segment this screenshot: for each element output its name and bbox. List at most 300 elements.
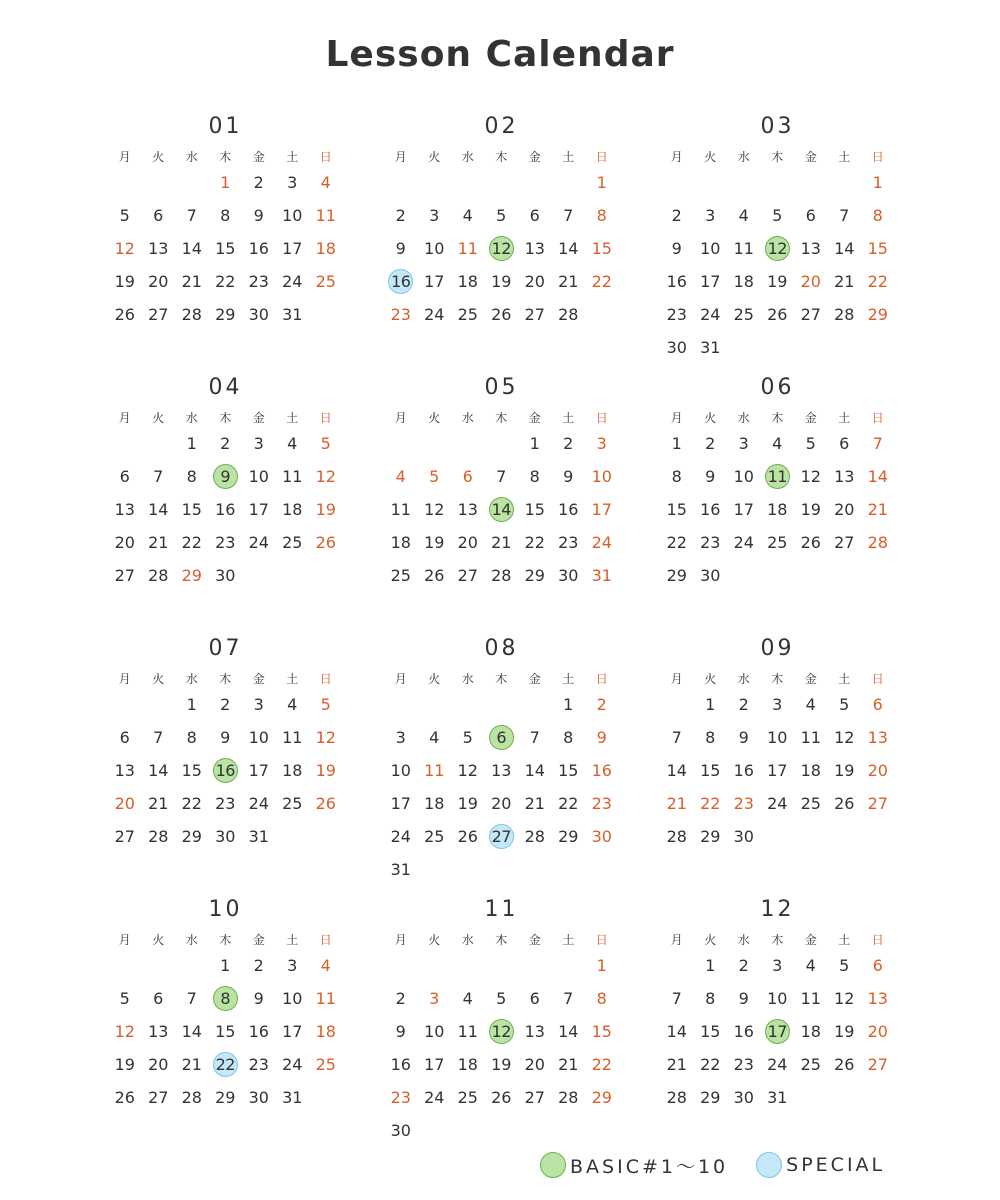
weekday-label: 月 — [118, 933, 131, 947]
day-grid — [108, 688, 343, 853]
special-circle-icon — [756, 1152, 782, 1178]
day-cell: 5 — [119, 206, 130, 225]
day-cell: 9 — [738, 989, 749, 1008]
basic-lesson-day — [209, 982, 243, 1015]
day-cell: 1 — [186, 695, 197, 714]
weekday-label: 木 — [771, 411, 784, 425]
day-cell: 14 — [558, 239, 579, 258]
basic-circle-icon: 9 — [213, 464, 238, 489]
day-cell: 9 — [253, 206, 264, 225]
day-cell: 4 — [287, 695, 298, 714]
month-04 — [108, 373, 343, 592]
weekday-label: 火 — [428, 672, 441, 686]
empty-cell — [660, 949, 694, 982]
weekday-label: 木 — [771, 933, 784, 947]
weekday-label: 金 — [804, 150, 817, 164]
day-cell: 31 — [282, 1088, 303, 1107]
day-cell: 24 — [424, 305, 445, 324]
day-cell: 11 — [457, 239, 478, 258]
day-cell: 14 — [666, 1022, 687, 1041]
day-cell: 22 — [700, 1055, 721, 1074]
day-cell: 24 — [248, 794, 269, 813]
day-cell: 8 — [529, 467, 540, 486]
day-cell: 26 — [315, 794, 336, 813]
day-cell: 12 — [457, 761, 478, 780]
day-cell: 8 — [220, 206, 231, 225]
day-cell: 19 — [424, 533, 445, 552]
day-cell: 2 — [395, 989, 406, 1008]
day-cell: 24 — [282, 1055, 303, 1074]
day-cell: 21 — [491, 533, 512, 552]
day-cell: 28 — [148, 566, 169, 585]
day-cell: 23 — [558, 533, 579, 552]
empty-cell — [175, 949, 209, 982]
day-cell: 24 — [700, 305, 721, 324]
weekday-header — [384, 148, 619, 166]
weekday-label: 日 — [871, 411, 884, 425]
month-title: 08 — [484, 636, 519, 661]
day-cell: 15 — [558, 761, 579, 780]
day-cell: 10 — [700, 239, 721, 258]
weekday-label: 火 — [152, 933, 165, 947]
day-cell: 27 — [457, 566, 478, 585]
day-cell: 29 — [700, 1088, 721, 1107]
day-cell: 11 — [315, 989, 336, 1008]
day-cell: 19 — [491, 272, 512, 291]
weekday-label: 日 — [595, 933, 608, 947]
day-cell: 19 — [114, 272, 135, 291]
day-cell: 4 — [429, 728, 440, 747]
weekday-label: 土 — [286, 411, 299, 425]
day-cell: 27 — [114, 827, 135, 846]
day-cell: 26 — [114, 1088, 135, 1107]
weekday-header — [660, 148, 895, 166]
legend-special — [756, 1152, 885, 1178]
month-09 — [660, 634, 895, 853]
day-cell: 18 — [457, 272, 478, 291]
month-title: 03 — [760, 114, 795, 139]
basic-lesson-day — [485, 1015, 519, 1048]
month-10 — [108, 895, 343, 1114]
day-cell: 25 — [457, 1088, 478, 1107]
day-cell: 26 — [315, 533, 336, 552]
special-lesson-day — [209, 1048, 243, 1081]
weekday-label: 土 — [562, 411, 575, 425]
empty-cell — [727, 166, 761, 199]
month-title: 06 — [760, 375, 795, 400]
day-cell: 3 — [253, 434, 264, 453]
day-cell: 23 — [733, 1055, 754, 1074]
special-circle-icon: 16 — [388, 269, 413, 294]
day-cell: 13 — [834, 467, 855, 486]
basic-circle-icon: 8 — [213, 986, 238, 1011]
day-cell: 6 — [119, 728, 130, 747]
day-cell: 21 — [666, 1055, 687, 1074]
day-cell: 12 — [800, 467, 821, 486]
day-cell: 12 — [315, 728, 336, 747]
day-cell: 25 — [424, 827, 445, 846]
month-06 — [660, 373, 895, 592]
weekday-label: 月 — [670, 672, 683, 686]
day-cell: 4 — [395, 467, 406, 486]
day-cell: 7 — [839, 206, 850, 225]
day-cell: 25 — [733, 305, 754, 324]
day-grid — [108, 427, 343, 592]
day-cell: 7 — [563, 206, 574, 225]
day-cell: 29 — [867, 305, 888, 324]
month-11 — [384, 895, 619, 1147]
day-cell: 26 — [114, 305, 135, 324]
day-grid — [384, 949, 619, 1147]
day-cell: 1 — [705, 956, 716, 975]
weekday-label: 木 — [495, 933, 508, 947]
basic-circle-icon: 11 — [765, 464, 790, 489]
empty-cell — [451, 427, 485, 460]
day-cell: 19 — [491, 1055, 512, 1074]
weekday-label: 月 — [394, 933, 407, 947]
weekday-header — [384, 670, 619, 688]
day-cell: 30 — [215, 827, 236, 846]
day-cell: 21 — [867, 500, 888, 519]
weekday-label: 火 — [428, 933, 441, 947]
day-cell: 10 — [390, 761, 411, 780]
day-cell: 20 — [867, 1022, 888, 1041]
empty-cell — [518, 166, 552, 199]
day-cell: 19 — [800, 500, 821, 519]
legend-basic — [540, 1152, 728, 1179]
day-cell: 5 — [839, 956, 850, 975]
day-cell: 27 — [148, 305, 169, 324]
day-cell: 17 — [248, 761, 269, 780]
empty-cell — [485, 949, 519, 982]
day-cell: 20 — [457, 533, 478, 552]
day-cell: 14 — [148, 761, 169, 780]
weekday-label: 日 — [595, 411, 608, 425]
day-cell: 18 — [800, 1022, 821, 1041]
day-cell: 12 — [834, 728, 855, 747]
day-cell: 22 — [591, 272, 612, 291]
day-cell: 13 — [457, 500, 478, 519]
weekday-label: 日 — [319, 150, 332, 164]
weekday-label: 火 — [428, 150, 441, 164]
weekday-label: 日 — [871, 933, 884, 947]
day-cell: 4 — [462, 989, 473, 1008]
day-cell: 24 — [767, 1055, 788, 1074]
day-cell: 10 — [424, 239, 445, 258]
basic-lesson-day — [761, 460, 795, 493]
weekday-header — [384, 409, 619, 427]
day-cell: 3 — [772, 956, 783, 975]
day-cell: 2 — [596, 695, 607, 714]
day-cell: 20 — [524, 272, 545, 291]
day-cell: 2 — [738, 956, 749, 975]
empty-cell — [384, 949, 418, 982]
day-cell: 14 — [558, 1022, 579, 1041]
day-cell: 23 — [700, 533, 721, 552]
legend-basic-label: BASIC#1～10 — [570, 1155, 729, 1178]
weekday-label: 月 — [118, 150, 131, 164]
day-cell: 23 — [733, 794, 754, 813]
page-title: Lesson Calendar — [325, 34, 675, 75]
day-cell: 23 — [215, 794, 236, 813]
day-cell: 22 — [700, 794, 721, 813]
day-cell: 13 — [148, 1022, 169, 1041]
day-grid — [384, 688, 619, 886]
weekday-header — [660, 409, 895, 427]
day-cell: 26 — [800, 533, 821, 552]
day-cell: 23 — [248, 1055, 269, 1074]
day-cell: 27 — [524, 305, 545, 324]
basic-circle-icon: 12 — [489, 1019, 514, 1044]
day-cell: 22 — [181, 794, 202, 813]
empty-cell — [418, 688, 452, 721]
weekday-label: 木 — [495, 411, 508, 425]
day-cell: 3 — [287, 173, 298, 192]
day-cell: 15 — [181, 500, 202, 519]
day-cell: 10 — [282, 206, 303, 225]
weekday-label: 水 — [185, 672, 198, 686]
month-01 — [108, 112, 343, 331]
weekday-label: 土 — [286, 672, 299, 686]
day-cell: 28 — [558, 1088, 579, 1107]
day-cell: 28 — [666, 827, 687, 846]
empty-cell — [451, 688, 485, 721]
day-cell: 11 — [315, 206, 336, 225]
day-cell: 6 — [119, 467, 130, 486]
day-cell: 14 — [666, 761, 687, 780]
day-cell: 11 — [800, 989, 821, 1008]
day-cell: 11 — [390, 500, 411, 519]
day-cell: 6 — [839, 434, 850, 453]
day-cell: 11 — [282, 728, 303, 747]
weekday-label: 土 — [838, 150, 851, 164]
day-cell: 25 — [282, 533, 303, 552]
day-cell: 1 — [596, 956, 607, 975]
weekday-label: 水 — [737, 672, 750, 686]
day-cell: 2 — [563, 434, 574, 453]
weekday-label: 水 — [461, 933, 474, 947]
day-cell: 23 — [248, 272, 269, 291]
day-cell: 31 — [700, 338, 721, 357]
day-cell: 16 — [591, 761, 612, 780]
day-cell: 30 — [591, 827, 612, 846]
day-cell: 23 — [666, 305, 687, 324]
basic-lesson-day — [209, 754, 243, 787]
empty-cell — [142, 427, 176, 460]
day-cell: 15 — [591, 1022, 612, 1041]
day-cell: 28 — [666, 1088, 687, 1107]
day-cell: 24 — [767, 794, 788, 813]
day-cell: 21 — [558, 1055, 579, 1074]
day-cell: 1 — [186, 434, 197, 453]
empty-cell — [485, 166, 519, 199]
day-cell: 4 — [320, 956, 331, 975]
day-grid — [108, 949, 343, 1114]
month-12 — [660, 895, 895, 1114]
day-cell: 2 — [253, 173, 264, 192]
day-cell: 27 — [524, 1088, 545, 1107]
day-cell: 29 — [215, 1088, 236, 1107]
day-cell: 30 — [390, 1121, 411, 1140]
day-cell: 6 — [529, 989, 540, 1008]
day-cell: 16 — [558, 500, 579, 519]
day-cell: 6 — [872, 695, 883, 714]
basic-lesson-day — [761, 1015, 795, 1048]
empty-cell — [418, 949, 452, 982]
day-cell: 22 — [867, 272, 888, 291]
basic-circle-icon: 17 — [765, 1019, 790, 1044]
day-cell: 11 — [733, 239, 754, 258]
special-circle-icon: 22 — [213, 1052, 238, 1077]
day-cell: 8 — [186, 467, 197, 486]
day-cell: 20 — [867, 761, 888, 780]
day-cell: 18 — [457, 1055, 478, 1074]
day-cell: 20 — [834, 500, 855, 519]
month-title: 10 — [208, 897, 243, 922]
empty-cell — [142, 949, 176, 982]
day-cell: 1 — [563, 695, 574, 714]
weekday-label: 火 — [704, 933, 717, 947]
day-cell: 9 — [253, 989, 264, 1008]
day-cell: 7 — [186, 989, 197, 1008]
day-cell: 28 — [524, 827, 545, 846]
day-cell: 27 — [148, 1088, 169, 1107]
weekday-label: 水 — [185, 933, 198, 947]
day-cell: 8 — [563, 728, 574, 747]
day-cell: 6 — [805, 206, 816, 225]
day-grid — [660, 949, 895, 1114]
day-cell: 27 — [834, 533, 855, 552]
day-cell: 14 — [834, 239, 855, 258]
empty-cell — [142, 166, 176, 199]
day-cell: 30 — [248, 1088, 269, 1107]
day-cell: 5 — [320, 434, 331, 453]
day-cell: 29 — [181, 827, 202, 846]
day-cell: 3 — [253, 695, 264, 714]
day-cell: 10 — [248, 467, 269, 486]
day-cell: 27 — [867, 1055, 888, 1074]
day-cell: 15 — [666, 500, 687, 519]
special-lesson-day — [485, 820, 519, 853]
day-cell: 19 — [767, 272, 788, 291]
day-cell: 5 — [839, 695, 850, 714]
day-cell: 14 — [181, 239, 202, 258]
weekday-label: 土 — [286, 150, 299, 164]
day-cell: 5 — [320, 695, 331, 714]
day-cell: 16 — [390, 1055, 411, 1074]
day-cell: 15 — [700, 1022, 721, 1041]
day-cell: 4 — [805, 956, 816, 975]
day-cell: 16 — [733, 1022, 754, 1041]
month-02 — [384, 112, 619, 331]
day-cell: 17 — [282, 1022, 303, 1041]
weekday-label: 月 — [394, 672, 407, 686]
day-cell: 4 — [738, 206, 749, 225]
weekday-label: 月 — [394, 150, 407, 164]
day-cell: 20 — [524, 1055, 545, 1074]
day-cell: 18 — [767, 500, 788, 519]
day-cell: 4 — [287, 434, 298, 453]
weekday-label: 月 — [118, 411, 131, 425]
day-cell: 29 — [558, 827, 579, 846]
weekday-label: 金 — [252, 933, 265, 947]
day-cell: 31 — [591, 566, 612, 585]
day-cell: 3 — [429, 989, 440, 1008]
day-cell: 17 — [767, 761, 788, 780]
day-cell: 24 — [248, 533, 269, 552]
day-cell: 7 — [496, 467, 507, 486]
day-cell: 18 — [424, 794, 445, 813]
weekday-label: 火 — [152, 672, 165, 686]
day-cell: 18 — [315, 239, 336, 258]
day-cell: 29 — [524, 566, 545, 585]
empty-cell — [694, 166, 728, 199]
day-cell: 9 — [563, 467, 574, 486]
weekday-label: 日 — [319, 672, 332, 686]
day-cell: 13 — [148, 239, 169, 258]
weekday-label: 金 — [528, 411, 541, 425]
day-cell: 28 — [834, 305, 855, 324]
basic-circle-icon — [540, 1152, 566, 1178]
legend — [540, 1150, 913, 1180]
day-cell: 2 — [671, 206, 682, 225]
empty-cell — [384, 427, 418, 460]
weekday-label: 土 — [562, 150, 575, 164]
weekday-label: 木 — [495, 672, 508, 686]
weekday-label: 木 — [771, 672, 784, 686]
weekday-label: 木 — [771, 150, 784, 164]
weekday-label: 金 — [528, 672, 541, 686]
day-cell: 8 — [872, 206, 883, 225]
weekday-label: 火 — [152, 411, 165, 425]
empty-cell — [108, 166, 142, 199]
day-cell: 10 — [767, 989, 788, 1008]
day-cell: 25 — [315, 272, 336, 291]
day-cell: 8 — [705, 989, 716, 1008]
weekday-header — [660, 931, 895, 949]
day-cell: 17 — [390, 794, 411, 813]
day-cell: 5 — [805, 434, 816, 453]
empty-cell — [384, 166, 418, 199]
day-cell: 15 — [524, 500, 545, 519]
basic-lesson-day — [209, 460, 243, 493]
day-cell: 10 — [733, 467, 754, 486]
day-cell: 15 — [181, 761, 202, 780]
day-cell: 7 — [563, 989, 574, 1008]
day-cell: 26 — [424, 566, 445, 585]
weekday-label: 木 — [219, 672, 232, 686]
day-cell: 16 — [666, 272, 687, 291]
day-cell: 31 — [248, 827, 269, 846]
day-cell: 16 — [215, 500, 236, 519]
day-cell: 14 — [867, 467, 888, 486]
day-cell: 2 — [395, 206, 406, 225]
day-cell: 24 — [424, 1088, 445, 1107]
day-cell: 7 — [529, 728, 540, 747]
day-cell: 6 — [153, 989, 164, 1008]
weekday-label: 水 — [461, 411, 474, 425]
month-title: 12 — [760, 897, 795, 922]
day-cell: 26 — [491, 1088, 512, 1107]
day-cell: 19 — [315, 500, 336, 519]
weekday-header — [660, 670, 895, 688]
day-cell: 4 — [772, 434, 783, 453]
empty-cell — [418, 166, 452, 199]
day-cell: 17 — [424, 272, 445, 291]
day-cell: 21 — [834, 272, 855, 291]
weekday-label: 水 — [461, 672, 474, 686]
day-cell: 1 — [872, 173, 883, 192]
